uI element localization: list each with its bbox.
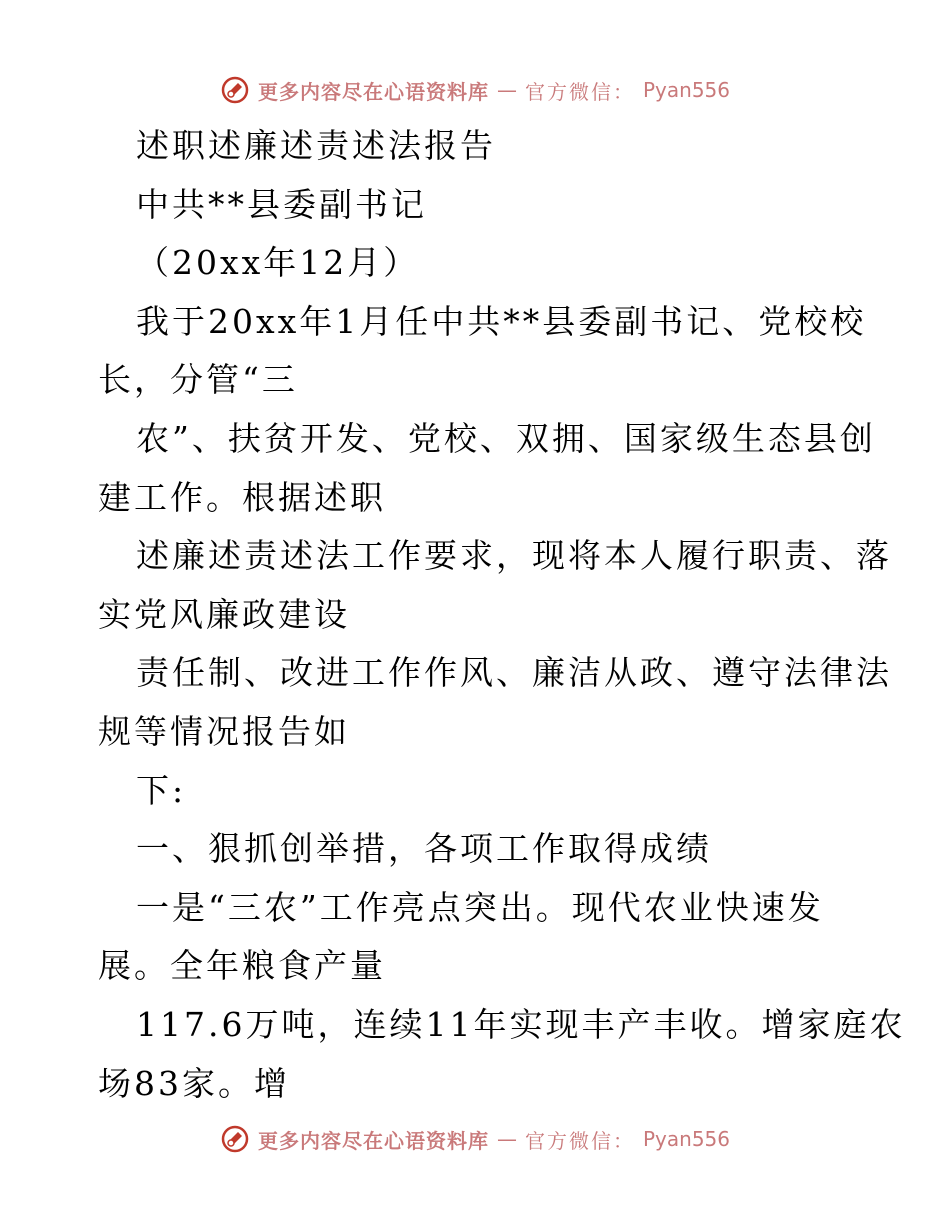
text-line: 述职述廉述责述法报告: [136, 126, 496, 165]
text-line: 农”、扶贫开发、党校、双拥、国家级生态县创: [136, 418, 876, 458]
banner-official-label: 官方微信：: [524, 79, 635, 104]
text-line: 实党风廉政建设: [98, 594, 350, 634]
banner-brand-text: 更多内容尽在心语资料库: [257, 79, 489, 104]
text-line: 下:: [136, 770, 187, 810]
banner-wechat-id: Pyan556: [642, 78, 730, 102]
text-line: 规等情况报告如: [98, 711, 350, 751]
banner-dash: —: [496, 78, 517, 102]
text-line: 建工作。根据述职: [98, 477, 386, 517]
text-line: 117.6万吨，连续11年实现丰产丰收。增家庭农: [136, 1004, 906, 1044]
banner-official-label: 官方微信：: [524, 1128, 635, 1153]
text-line: 我于20xx年1月任中共**县委副书记、党校校: [136, 301, 867, 341]
text-line: 长，分管“三: [98, 360, 298, 400]
text-line: 一是“三农”工作亮点突出。现代农业快速发: [136, 887, 824, 927]
header-banner: [0, 70, 950, 110]
text-line: 述廉述责述法工作要求，现将本人履行职责、落: [136, 536, 892, 576]
text-line: （20xx年12月）: [136, 243, 420, 283]
text-line: 场83家。增: [98, 1063, 290, 1103]
banner-brand-text: 更多内容尽在心语资料库: [257, 1128, 489, 1153]
text-line: 展。全年粮食产量: [98, 946, 386, 986]
document-body: [98, 117, 906, 1113]
text-line: 中共**县委副书记: [136, 184, 427, 224]
text-line: 一、狠抓创举措，各项工作取得成绩: [136, 829, 712, 869]
footer-banner: [0, 1119, 950, 1159]
brand-logo-icon: [220, 75, 250, 105]
banner-dash: —: [496, 1127, 517, 1151]
brand-logo-icon: [220, 1124, 250, 1154]
text-line: 责任制、改进工作作风、廉洁从政、遵守法律法: [136, 653, 892, 693]
banner-wechat-id: Pyan556: [642, 1127, 730, 1151]
